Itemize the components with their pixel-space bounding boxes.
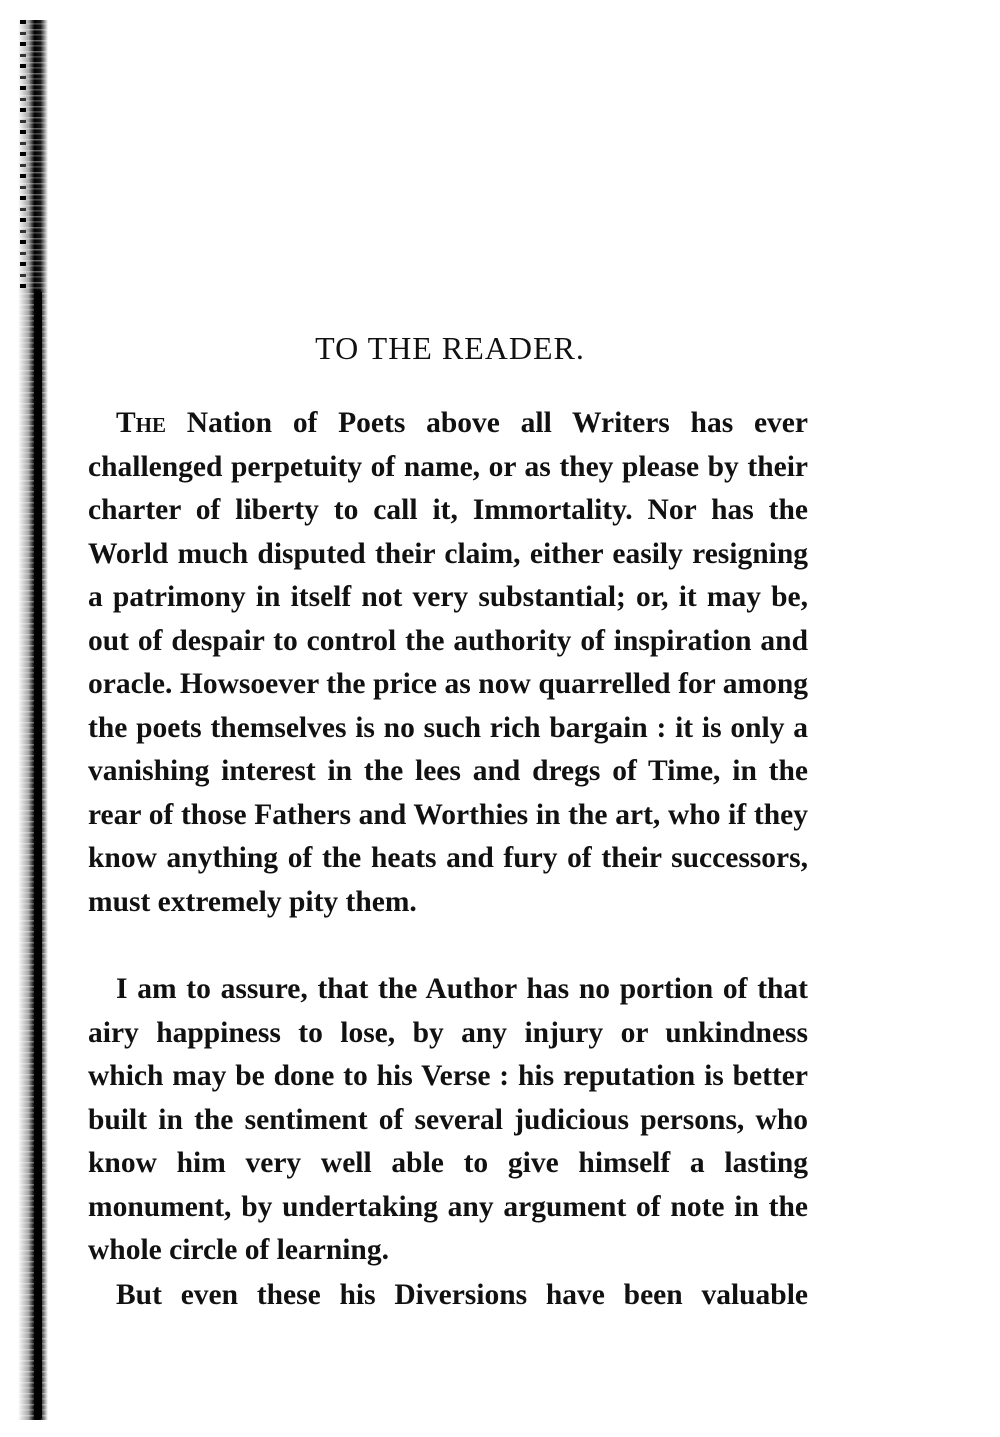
page-title: TO THE READER. <box>315 330 585 366</box>
paragraph-3 <box>88 1274 808 1318</box>
paragraph-lead-word: The <box>116 407 167 439</box>
paragraph-text: Nation of Poets above all Writers has ever challenged perpetuity of name, or as they please by their charter of liberty to call it, Immortality. Nor has the World much disputed their claim, either easily resigning a patrimony in itself not very substantial; or, it may be, out of despair to control the authority of inspiration and oracle. Howsoever the price as now quarrelled for among the poets themselves is no such rich bargain : it is only a vanishing interest in the lees and dregs of Time, in the rear of those Fathers and Worthies in the art, who if they know anything of the heats and fury of their successors, must extremely pity them. <box>88 407 808 918</box>
paragraph-2 <box>88 968 808 1273</box>
paragraph-text: I am to assure, that the Author has no portion of that airy happiness to lose, by any injury or unkindness which may be done to his Verse : his reputation is better built in the sentiment of several judicious persons, who know him very well able to give himself a lasting monument, by undertaking any argument of note in the whole circle of learning. <box>88 973 808 1266</box>
binding-edge-dark <box>34 290 42 1420</box>
paragraph-1 <box>88 402 808 924</box>
binding-edge-top <box>20 20 26 290</box>
paragraph-text: But even these his Diversions have been valuable <box>116 1279 808 1311</box>
